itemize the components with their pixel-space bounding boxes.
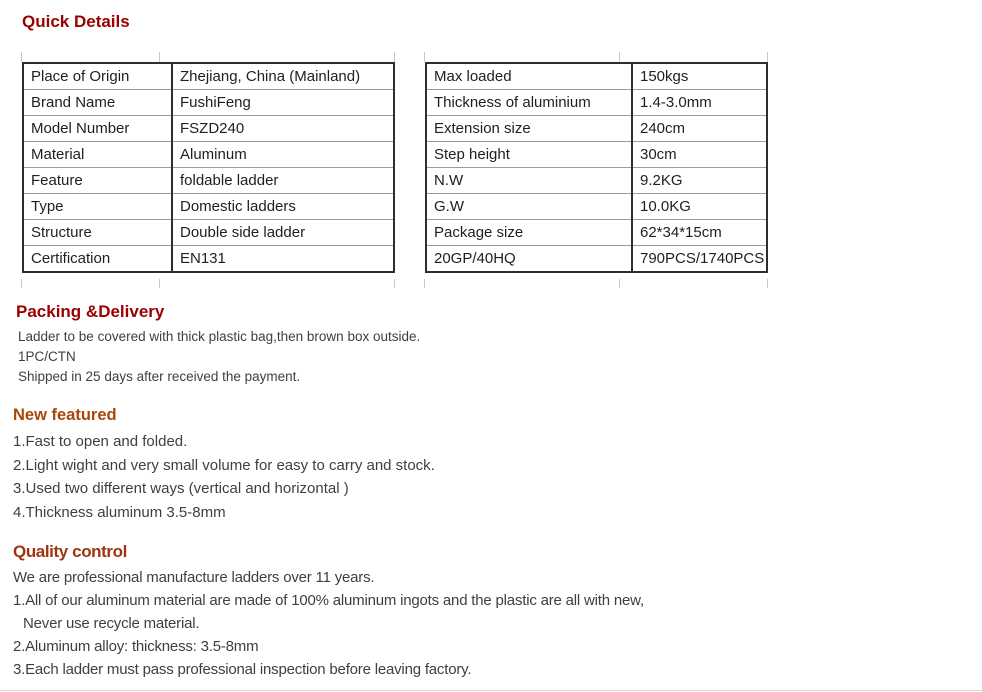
new-featured-text: [13, 430, 435, 524]
packing-delivery-text: [18, 327, 420, 387]
grid-tick: [619, 52, 620, 62]
grid-tick: [424, 279, 425, 288]
spec-value-cell: 150kgs: [640, 68, 689, 85]
text-line: We are professional manufacture ladders over 11 years.: [13, 569, 375, 586]
grid-tick: [394, 52, 395, 62]
table-row: [23, 246, 394, 273]
table-row: [426, 246, 767, 273]
spec-value-cell: EN131: [172, 246, 394, 273]
text-line: 2.Aluminum alloy: thickness: 3.5-8mm: [13, 638, 259, 655]
spec-value-cell: 9.2KG: [632, 168, 767, 194]
table-row: [23, 168, 394, 194]
spec-value-cell: 1.4-3.0mm: [632, 90, 767, 116]
grid-tick: [21, 52, 22, 62]
quality-control-heading: Quality control: [13, 542, 127, 561]
grid-tick: [767, 279, 768, 288]
spec-label-cell: Extension size: [426, 116, 632, 142]
spec-value-cell: Zhejiang, China (Mainland): [180, 68, 361, 85]
spec-label-cell: Structure: [23, 220, 172, 246]
grid-tick: [159, 279, 160, 288]
text-line: Ladder to be covered with thick plastic bag,then brown box outside.: [18, 329, 421, 344]
spec-label-cell: Place of Origin: [23, 63, 172, 90]
spec-label-cell: Material: [23, 142, 172, 168]
spec-label-cell: Feature: [23, 168, 172, 194]
table-row: [23, 116, 394, 142]
spec-label-cell: Max loaded: [426, 63, 632, 90]
text-line: 4.Thickness aluminum 3.5-8mm: [13, 503, 226, 521]
spec-label-cell: G.W: [426, 194, 632, 220]
bottom-divider: [0, 690, 982, 691]
spec-value-cell: 240cm: [632, 116, 767, 142]
text-line: Never use recycle material.: [23, 615, 200, 632]
text-line: 1PC/CTN: [18, 349, 76, 364]
table-row: [426, 220, 767, 246]
spec-label-cell: N.W: [426, 168, 632, 194]
grid-tick: [159, 52, 160, 62]
quick-details-left-table: [22, 62, 395, 273]
spec-value-cell: FSZD240: [172, 116, 394, 142]
spec-label-cell: Step height: [426, 142, 632, 168]
text-line: 3.Each ladder must pass professional inspection before leaving factory.: [13, 661, 472, 678]
text-line: 3.Used two different ways (vertical and horizontal ): [13, 480, 349, 497]
table-row: [23, 142, 394, 168]
table-row: [426, 63, 767, 90]
quick-details-right-table: [425, 62, 768, 273]
spec-label-cell: Thickness of aluminium: [426, 90, 632, 116]
spec-label-cell: Brand Name: [23, 90, 172, 116]
spec-value-cell: Aluminum: [172, 142, 394, 168]
grid-tick: [394, 279, 395, 288]
spec-value-cell: 62*34*15cm: [632, 220, 767, 246]
packing-delivery-heading: Packing &Delivery: [16, 302, 165, 321]
spec-value-cell: Domestic ladders: [172, 194, 394, 220]
grid-tick: [767, 52, 768, 62]
table-row: [426, 142, 767, 168]
spec-label-cell: Certification: [23, 246, 172, 273]
text-line: 1.All of our aluminum material are made of 100% aluminum ingots and the plastic are all with new,: [13, 592, 644, 609]
spec-value-cell: 790PCS/1740PCS: [632, 246, 767, 273]
spec-label-cell: 20GP/40HQ: [426, 246, 632, 273]
grid-tick: [21, 279, 22, 288]
spec-label-cell: Model Number: [23, 116, 172, 142]
table-row: [23, 220, 394, 246]
spec-value-cell: FushiFeng: [172, 90, 394, 116]
grid-tick: [424, 52, 425, 62]
spec-label-cell: Package size: [426, 220, 632, 246]
new-featured-heading: New featured: [13, 406, 117, 424]
spec-value-cell: foldable ladder: [172, 168, 394, 194]
table-row: [426, 90, 767, 116]
spec-value-cell: 30cm: [632, 142, 767, 168]
spec-value-cell: Double side ladder: [172, 220, 394, 246]
table-row: [426, 168, 767, 194]
text-line: 2.Light wight and very small volume for easy to carry and stock.: [13, 456, 435, 474]
table-row: [23, 63, 394, 90]
text-line: 1.Fast to open and folded.: [13, 433, 188, 450]
spec-value-cell: 10.0KG: [632, 194, 767, 220]
text-line: Shipped in 25 days after received the payment.: [18, 369, 301, 384]
grid-tick: [619, 279, 620, 288]
table-row: [23, 194, 394, 220]
quality-control-text: [13, 566, 644, 681]
quick-details-heading: Quick Details: [22, 12, 130, 31]
table-row: [426, 194, 767, 220]
table-row: [23, 90, 394, 116]
table-row: [426, 116, 767, 142]
spec-label-cell: Type: [23, 194, 172, 220]
